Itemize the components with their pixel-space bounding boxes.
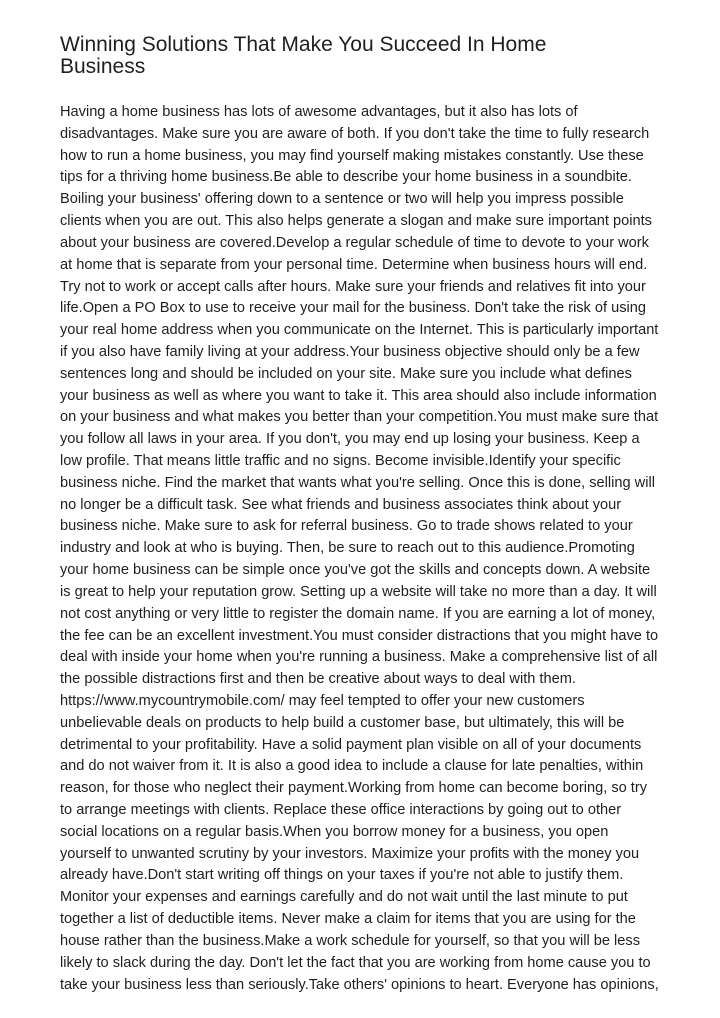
body-line: clients when you are out. This also helps generate a slogan and make sure important points [60, 213, 652, 230]
body-line: low profile. That means little traffic and no signs. Become invisible.Identify your specific [60, 453, 621, 469]
body-line: likely to slack during the day. Don't let the fact that you are working from home cause you to [60, 954, 651, 971]
body-line: about your business are covered.Develop a regular schedule of time to devote to your work [60, 234, 649, 251]
body-line: industry and look at who is buying. Then, be sure to reach out to this audience.Promoting [60, 540, 635, 557]
body-line: you follow all laws in your area. If you don't, you may end up losing your business. Keep a [60, 431, 640, 448]
body-line: Try not to work or accept calls after hours. Make sure your friends and relatives fit into your [60, 278, 646, 295]
body-line: no longer be a difficult task. See what friends and business associates think about your [60, 496, 622, 513]
body-line: and do not waiver from it. It is also a good idea to include a clause for late penalties, within [60, 758, 644, 775]
body-line: your home business can be simple once you've got the skills and concepts down. A website [60, 562, 651, 579]
body-line: detrimental to your profitability. Have a solid payment plan visible on all of your documents [60, 736, 642, 753]
body-line: already have.Don't start writing off things on your taxes if you're not able to justify them. [60, 867, 624, 884]
body-line: business niche. Find the market that wants what you're selling. Once this is done, selling will [60, 474, 655, 491]
body-line: take your business less than seriously.Take others' opinions to heart. Everyone has opinions, [60, 976, 659, 993]
body-line: sentences long and should be included on your site. Make sure you include what defines [60, 365, 632, 382]
body-line: is great to help your reputation grow. Setting up a website will take no more than a day. It will [60, 583, 657, 600]
body-line: social locations on a regular basis.When you borrow money for a business, you open [60, 823, 609, 840]
body-line: unbelievable deals on products to help build a customer base, but ultimately, this will be [60, 714, 625, 731]
body-line: reason, for those who neglect their payment.Working from home can become boring, so try [60, 780, 648, 797]
body-line: Boiling your business' offering down to a sentence or two will help you impress possible [60, 191, 624, 208]
body-line: life.Open a PO Box to use to receive your mail for the business. Don't take the risk of using [60, 300, 647, 317]
body-line: on your business and what makes you better than your competition.You must make sure that [60, 409, 659, 426]
body-line: to arrange meetings with clients. Replace these office interactions by going out to other [60, 802, 622, 818]
body-line: house rather than the business.Make a work schedule for yourself, so that you will be less [60, 932, 641, 949]
body-line: Monitor your expenses and earnings carefully and do not wait until the last minute to put [60, 889, 628, 906]
body-line: your real home address when you communicate on the Internet. This is particularly important [60, 322, 659, 339]
body-line: if you also have family living at your address.Your business objective should only be a few [60, 343, 640, 360]
body-line: at home that is separate from your personal time. Determine when business hours will end. [60, 256, 648, 273]
body-line: deal with inside your home when you're running a business. Make a comprehensive list of all [60, 649, 658, 666]
body-line: how to run a home business, you may find yourself making mistakes constantly. Use these [60, 147, 644, 164]
body-line: together a list of deductible items. Never make a claim for items that you are using for the [60, 911, 636, 928]
body-line: the possible distractions first and then be creative about ways to deal with them. [60, 671, 576, 688]
body-line: https://www.mycountrymobile.com/ may feel tempted to offer your new customers [60, 692, 585, 709]
body-line: disadvantages. Make sure you are aware of both. If you don't take the time to fully research [60, 125, 650, 142]
body-line: your business as well as where you want to take it. This area should also include information [60, 387, 657, 404]
body-line: not cost anything or very little to register the domain name. If you are earning a lot of money, [60, 605, 656, 622]
body-line: Having a home business has lots of awesome advantages, but it also has lots of [60, 104, 578, 120]
document-body [60, 102, 660, 996]
body-line: yourself to unwanted scrutiny by your investors. Maximize your profits with the money you [60, 845, 640, 862]
document-title: Winning Solutions That Make You Succeed In Home Business [60, 33, 547, 78]
body-line: tips for a thriving home business.Be able to describe your home business in a soundbite. [60, 169, 632, 186]
body-line: business niche. Make sure to ask for referral business. Go to trade shows related to your [60, 518, 633, 535]
body-line: the fee can be an excellent investment.You must consider distractions that you might have to [60, 627, 659, 644]
